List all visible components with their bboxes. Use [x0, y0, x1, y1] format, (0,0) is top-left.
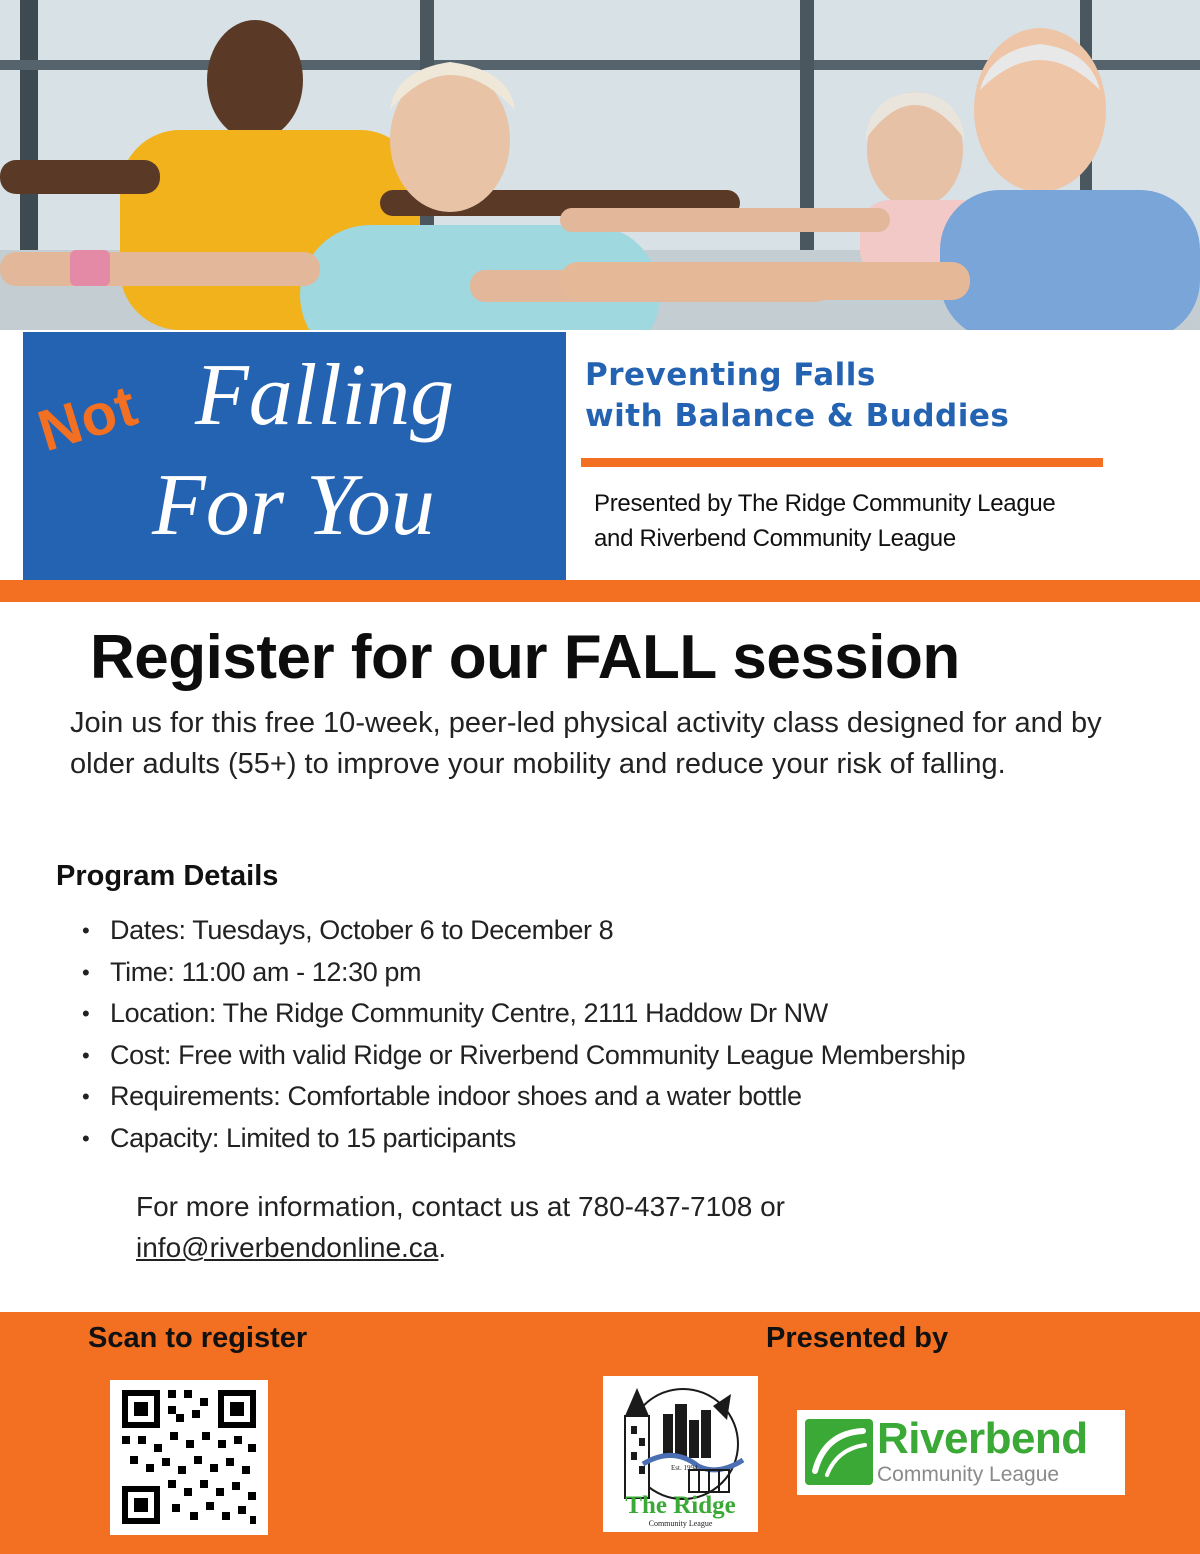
list-item: • Dates: Tuesdays, October 6 to December 8 [80, 910, 1180, 952]
list-item: • Time: 11:00 am - 12:30 pm [80, 952, 1180, 994]
qr-code-icon[interactable] [110, 1380, 268, 1535]
riverbend-sub: Community League [877, 1463, 1060, 1486]
riverbend-mark-icon [805, 1419, 873, 1485]
contact-text: For more information, contact us at 780-437-7108 or [136, 1191, 786, 1222]
presented-line-1: Presented by The Ridge Community League [594, 490, 1056, 517]
program-details-title: Program Details [56, 860, 279, 892]
bullet-icon: • [82, 1001, 90, 1026]
qr-code-graphic [110, 1380, 268, 1535]
contact-info [136, 1186, 1036, 1268]
bullet-icon: • [82, 918, 90, 943]
presented-by-text [594, 486, 1154, 556]
hero-photo [0, 0, 1200, 330]
contact-trailing: . [438, 1232, 447, 1263]
riverbend-name: Riverbend [877, 1414, 1088, 1463]
seniors-exercising-photo-icon [0, 0, 1200, 330]
ridge-sub: Community League [648, 1519, 713, 1528]
title-not: Not [30, 372, 145, 465]
list-item: • Location: The Ridge Community Centre, 2111 Haddow Dr NW [80, 993, 1180, 1035]
subtitle [585, 355, 1145, 437]
list-item: • Capacity: Limited to 15 participants [80, 1118, 1180, 1160]
email-link[interactable]: info@riverbendonline.ca [136, 1232, 439, 1263]
ridge-name: The Ridge [625, 1492, 736, 1519]
bullet-icon: • [82, 1042, 90, 1068]
intro-paragraph: Join us for this free 10-week, peer-led physical activity class designed for and by older adults (55+) to improve your mobility and reduce your risk of falling. [70, 707, 1102, 780]
list-item: • Cost: Free with valid Ridge or Riverbend Community League Membership [80, 1035, 1180, 1077]
title-for-you: For You [152, 457, 435, 554]
scan-to-register-label: Scan to register [88, 1322, 308, 1354]
program-details-list [80, 910, 1180, 1159]
bullet-icon: • [82, 959, 90, 985]
the-ridge-logo-icon [603, 1376, 758, 1532]
bullet-icon: • [82, 1125, 90, 1151]
bullet-icon: • [82, 1084, 90, 1109]
subtitle-line-1: Preventing Falls [585, 357, 876, 393]
title-falling: Falling [195, 347, 455, 444]
ridge-est: Est. 1994 [671, 1464, 698, 1472]
presented-by-label: Presented by [766, 1322, 949, 1354]
riverbend-logo-icon [797, 1410, 1125, 1495]
subtitle-line-2: with Balance & Buddies [585, 398, 1010, 434]
list-item: • Requirements: Comfortable indoor shoes and a water bottle [80, 1076, 1180, 1118]
orange-divider [581, 458, 1103, 467]
headline: Register for our FALL session [90, 623, 960, 692]
orange-band [0, 580, 1200, 602]
presented-line-2: and Riverbend Community League [594, 525, 956, 552]
